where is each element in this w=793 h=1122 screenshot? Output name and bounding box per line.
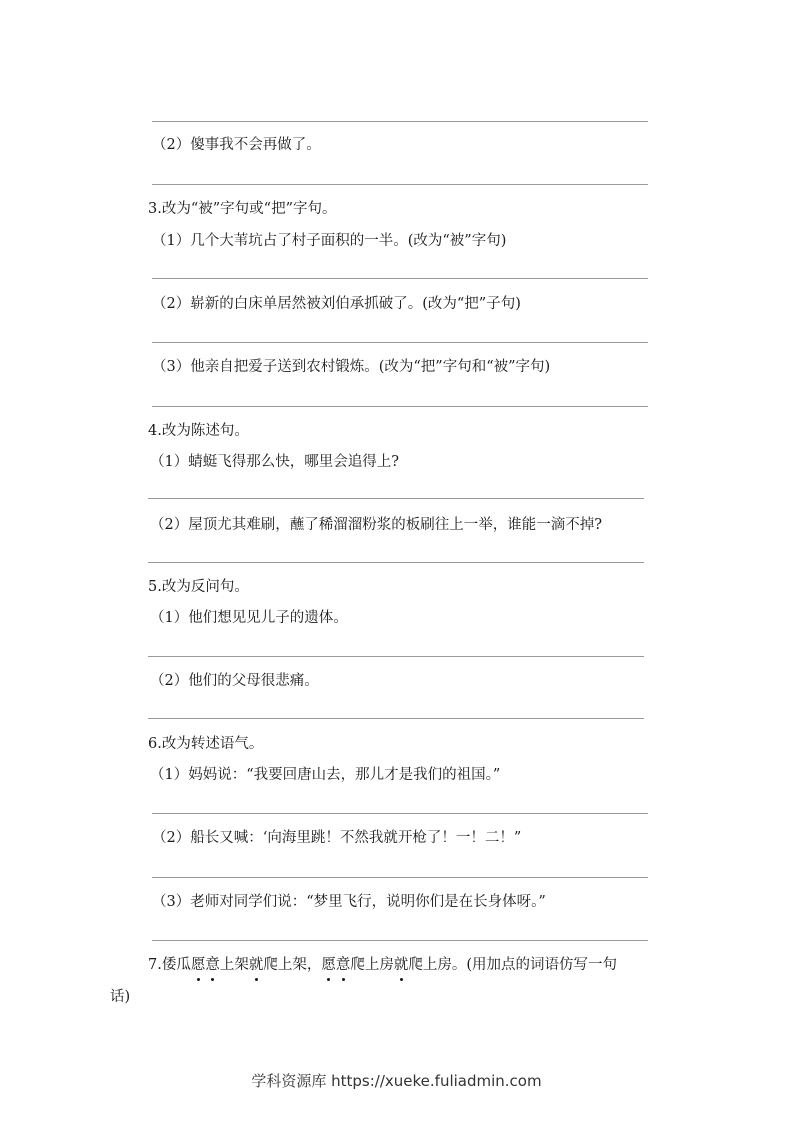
- q2-item-2: （2）傻事我不会再做了。: [152, 137, 321, 153]
- q7-line-1: [148, 955, 617, 975]
- answer-line: [152, 940, 648, 941]
- q4-heading: 4.改为陈述句。: [148, 423, 249, 439]
- answer-line: [152, 877, 648, 878]
- answer-line: [152, 278, 648, 279]
- q6-item-1: （1）妈妈说：“我要回唐山去，那儿才是我们的祖国。”: [150, 767, 501, 783]
- dotted-char: 就: [248, 957, 264, 973]
- answer-line: [152, 406, 648, 407]
- answer-line: [152, 342, 648, 343]
- q4-item-2: （2）屋顶尤其难刷，蘸了稀溜溜粉浆的板刷往上一举，谁能一滴不掉?: [150, 517, 602, 533]
- q3-heading: 3.改为“被”字句或“把”字句。: [148, 201, 337, 217]
- footer-watermark: 学科资源库 https://xueke.fuliadmin.com: [251, 1072, 542, 1090]
- answer-line: [152, 184, 648, 185]
- q5-item-1: （1）他们想见见儿子的遗体。: [150, 610, 348, 626]
- q3-item-2: （2）崭新的白床单居然被刘伯承抓破了。(改为“把”子句): [152, 296, 521, 312]
- answer-line: [148, 498, 644, 499]
- q6-item-3: （3）老师对同学们说：“梦里飞行，说明你们是在长身体呀。”: [152, 894, 546, 910]
- q5-item-2: （2）他们的父母很悲痛。: [150, 673, 319, 689]
- q3-item-3: （3）他亲自把爱子送到农村锻炼。(改为“把”字句和“被”字句): [152, 359, 551, 375]
- q7-line-2: 话): [110, 989, 131, 1005]
- q5-heading: 5.改为反问句。: [148, 579, 249, 595]
- answer-line: [148, 656, 644, 657]
- q7-text: 爬上房: [350, 957, 394, 973]
- q7-text: 爬上房。(用加点的词语仿写一句: [408, 957, 617, 973]
- answer-line: [152, 121, 648, 122]
- dotted-char: 就: [393, 957, 409, 973]
- q6-heading: 6.改为转述语气。: [148, 736, 264, 752]
- q7-text: 爬上架，: [263, 957, 322, 973]
- q7-text: 上架: [219, 957, 249, 973]
- dotted-char: 意: [335, 957, 351, 973]
- q4-item-1: （1）蜻蜓飞得那么快，哪里会追得上?: [150, 454, 399, 470]
- q3-item-1: （1）几个大苇坑占了村子面积的一半。(改为“被”字句): [152, 233, 507, 249]
- answer-line: [152, 813, 648, 814]
- dotted-char: 意: [205, 957, 220, 973]
- dotted-char: 愿: [321, 957, 336, 973]
- answer-line: [148, 562, 644, 563]
- dotted-char: 愿: [190, 957, 206, 973]
- q7-text: 7.倭瓜: [148, 957, 191, 973]
- q6-item-2: （2）船长又喊：‘向海里跳！不然我就开枪了！一！二！”: [152, 830, 522, 846]
- answer-line: [148, 718, 644, 719]
